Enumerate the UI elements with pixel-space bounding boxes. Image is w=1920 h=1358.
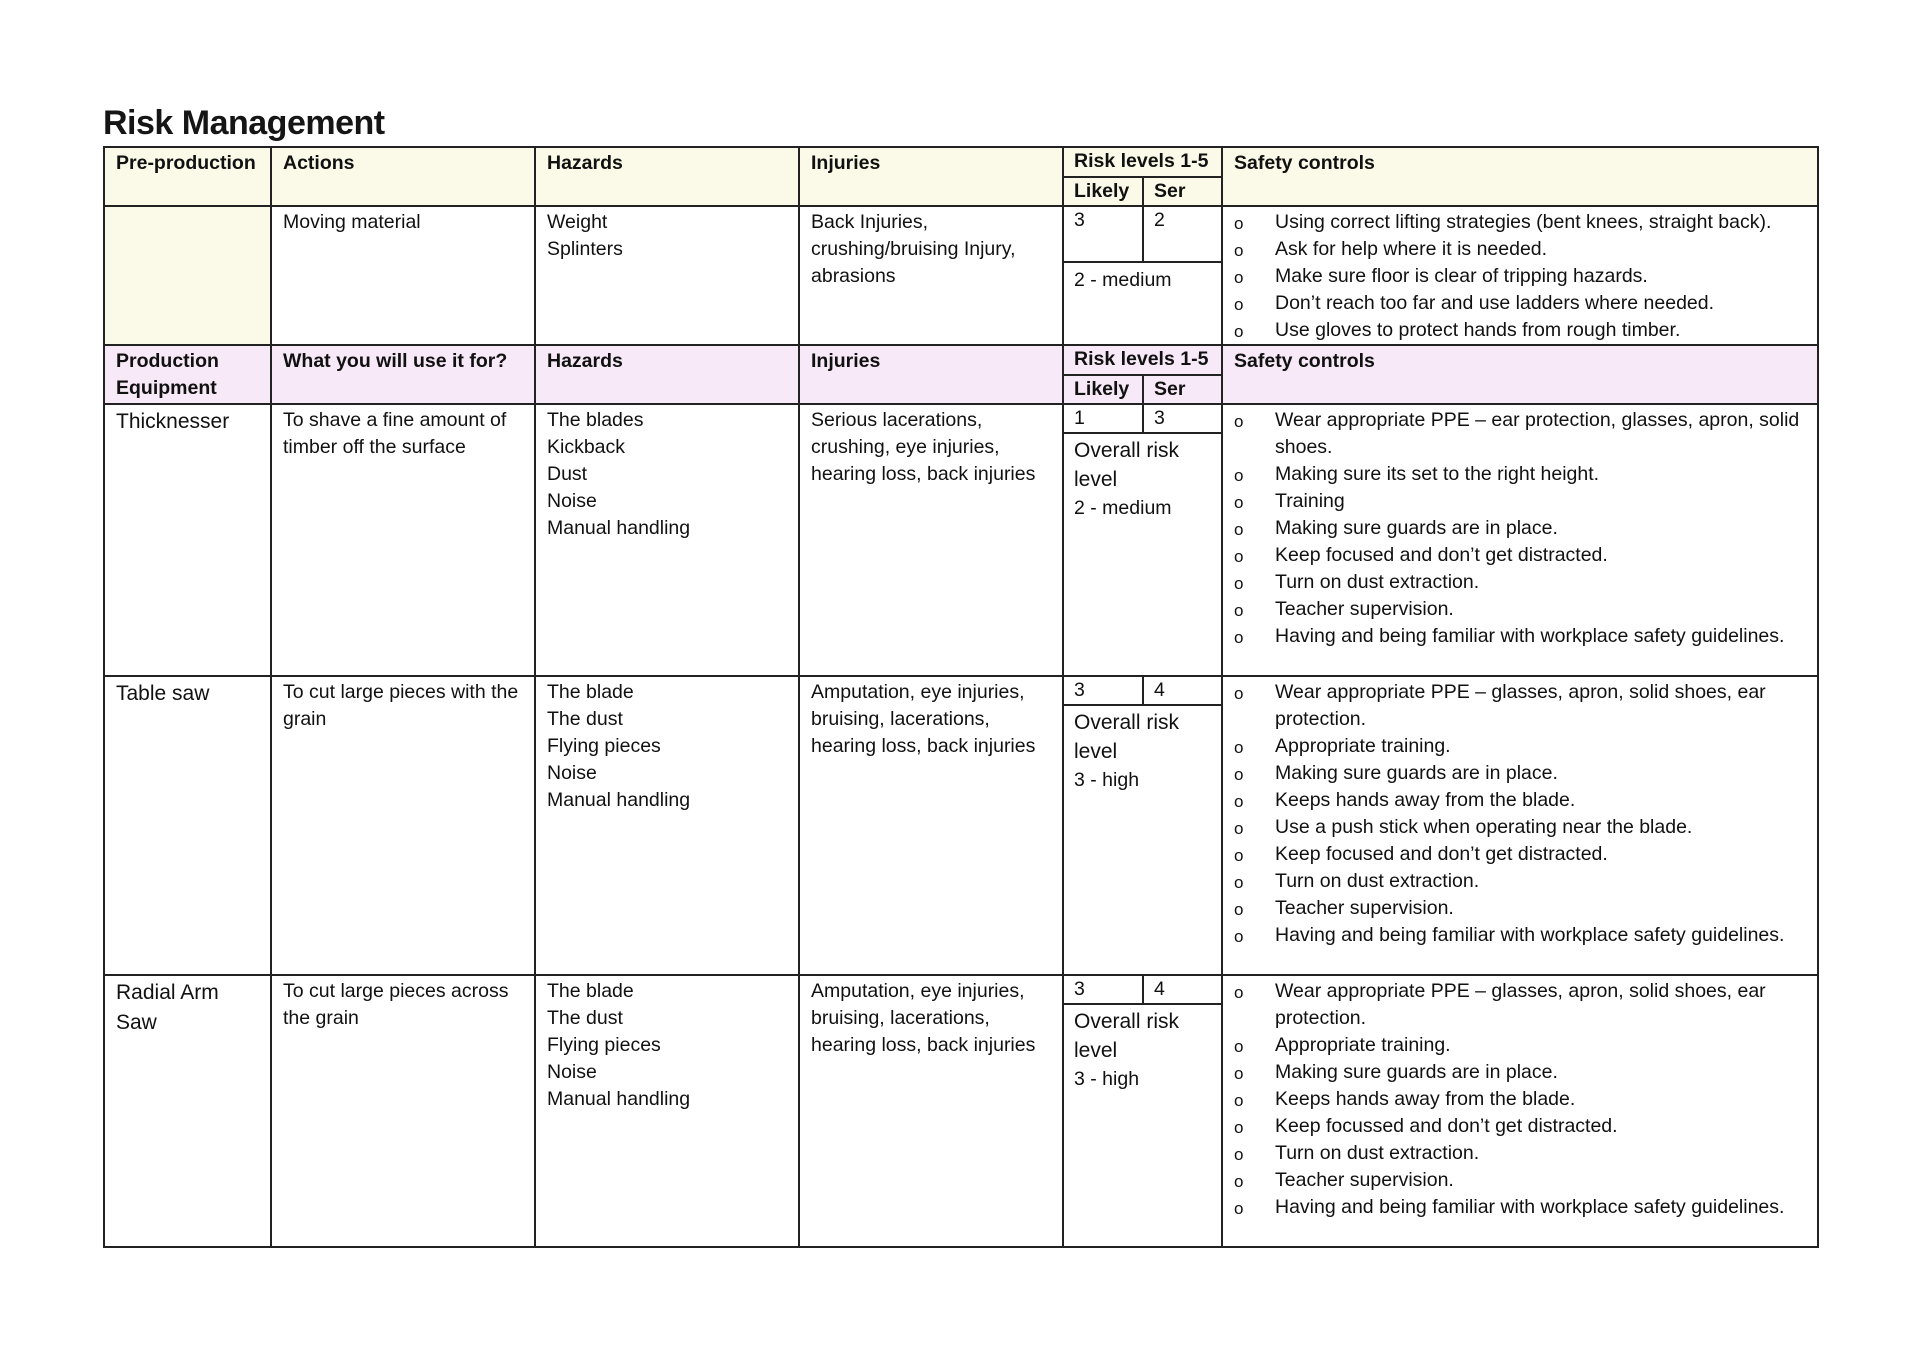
- header-ser: Ser: [1154, 180, 1186, 202]
- injuries-cell: Back Injuries, crushing/bruising Injury, abrasions: [799, 206, 1063, 345]
- header-safety-controls: Safety controls: [1222, 345, 1818, 404]
- equipment-name: Table saw: [104, 676, 271, 975]
- header-safety-controls: Safety controls: [1222, 147, 1818, 206]
- equipment-name: Radial Arm Saw: [104, 975, 271, 1247]
- control-item: o Wear appropriate PPE – ear protection, glasses, apron, solid shoes.: [1234, 407, 1807, 461]
- control-item: o Keep focused and don’t get distracted.: [1234, 841, 1807, 868]
- header-risk-levels-label: Risk levels 1-5: [1064, 148, 1221, 178]
- injuries-cell: Serious lacerations, crushing, eye injuries, hearing loss, back injuries: [799, 404, 1063, 676]
- hazard-item: Noise: [547, 1061, 597, 1083]
- control-item: o Having and being familiar with workplace safety guidelines.: [1234, 1194, 1807, 1221]
- control-item: o Don’t reach too far and use ladders where needed.: [1234, 290, 1807, 317]
- hazard-item: The dust: [547, 708, 623, 730]
- overall-risk-label: Overall risk level: [1074, 1010, 1180, 1062]
- hazard-item: The blades: [547, 409, 644, 431]
- ser-value: 4: [1154, 679, 1165, 701]
- pre-production-header-row: [104, 147, 1818, 178]
- control-item: o Teacher supervision.: [1234, 895, 1807, 922]
- header-likely: Likely: [1064, 376, 1144, 403]
- risk-level-value: 3 - high: [1074, 1068, 1140, 1090]
- use-cell: To shave a fine amount of timber off the surface: [271, 404, 535, 676]
- control-item: o Wear appropriate PPE – glasses, apron, solid shoes, ear protection.: [1234, 679, 1807, 733]
- control-item: o Having and being familiar with workplace safety guidelines.: [1234, 922, 1807, 949]
- hazard-item: Manual handling: [547, 1088, 691, 1110]
- control-item: o Use a push stick when operating near the blade.: [1234, 814, 1807, 841]
- use-cell: To cut large pieces across the grain: [271, 975, 535, 1247]
- risk-cell: [1063, 676, 1222, 975]
- hazard-item: Dust: [547, 463, 588, 485]
- overall-risk-label: Overall risk level: [1074, 711, 1180, 763]
- controls-cell: [1222, 975, 1818, 1247]
- hazard-item: The dust: [547, 1007, 623, 1029]
- control-item: o Use gloves to protect hands from rough timber.: [1234, 317, 1807, 344]
- hazards-cell: [535, 206, 799, 345]
- likely-value: 3: [1064, 207, 1144, 261]
- control-item: o Teacher supervision.: [1234, 1167, 1807, 1194]
- control-item: o Appropriate training.: [1234, 1032, 1807, 1059]
- hazard-item: Manual handling: [547, 789, 691, 811]
- risk-cell: [1063, 404, 1222, 676]
- controls-cell: [1222, 676, 1818, 975]
- header-actions: Actions: [271, 147, 535, 206]
- controls-cell: [1222, 206, 1818, 345]
- hazards-cell: [535, 975, 799, 1247]
- header-risk-levels: [1063, 345, 1222, 404]
- action-cell: Moving material: [271, 206, 535, 345]
- pre-production-item: [104, 206, 271, 345]
- injuries-cell: Amputation, eye injuries, bruising, lacerations, hearing loss, back injuries: [799, 975, 1063, 1247]
- control-item: o Appropriate training.: [1234, 733, 1807, 760]
- table-row: [104, 676, 1818, 975]
- header-ser: Ser: [1154, 378, 1186, 400]
- control-item: o Keep focussed and don’t get distracted.: [1234, 1113, 1807, 1140]
- likely-value: 3: [1064, 976, 1144, 1003]
- risk-management-table: [103, 146, 1819, 1248]
- hazard-item: Weight: [547, 211, 608, 233]
- hazard-item: The blade: [547, 681, 634, 703]
- header-injuries: Injuries: [799, 345, 1063, 404]
- control-item: o Having and being familiar with workplace safety guidelines.: [1234, 623, 1807, 650]
- use-cell: To cut large pieces with the grain: [271, 676, 535, 975]
- table-row: [104, 404, 1818, 676]
- hazard-item: Flying pieces: [547, 1034, 661, 1056]
- hazard-item: Flying pieces: [547, 735, 661, 757]
- likely-value: 1: [1064, 405, 1144, 432]
- overall-risk-label: Overall risk level: [1074, 439, 1180, 491]
- page-title: Risk Management: [103, 104, 385, 142]
- risk-cell: [1063, 975, 1222, 1247]
- control-item: o Making sure guards are in place.: [1234, 515, 1807, 542]
- control-item: o Making sure its set to the right height.: [1234, 461, 1807, 488]
- control-item: o Wear appropriate PPE – glasses, apron, solid shoes, ear protection.: [1234, 978, 1807, 1032]
- control-item: o Ask for help where it is needed.: [1234, 236, 1807, 263]
- hazard-item: The blade: [547, 980, 634, 1002]
- table-row: [104, 975, 1818, 1247]
- risk-level-value: 2 - medium: [1074, 269, 1172, 291]
- control-item: o Keeps hands away from the blade.: [1234, 787, 1807, 814]
- header-production-equipment: Production Equipment: [104, 345, 271, 404]
- ser-value: 4: [1154, 978, 1165, 1000]
- production-header-row: [104, 345, 1818, 404]
- control-item: o Turn on dust extraction.: [1234, 868, 1807, 895]
- control-item: o Turn on dust extraction.: [1234, 569, 1807, 596]
- hazard-item: Kickback: [547, 436, 626, 458]
- header-hazards: Hazards: [535, 345, 799, 404]
- ser-value: 3: [1154, 407, 1165, 429]
- control-item: o Using correct lifting strategies (bent knees, straight back).: [1234, 209, 1807, 236]
- control-item: o Keeps hands away from the blade.: [1234, 1086, 1807, 1113]
- ser-value: 2: [1154, 209, 1165, 231]
- equipment-name: Thicknesser: [104, 404, 271, 676]
- hazard-item: Noise: [547, 490, 597, 512]
- header-hazards: Hazards: [535, 147, 799, 206]
- header-injuries: Injuries: [799, 147, 1063, 206]
- header-use: What you will use it for?: [271, 345, 535, 404]
- header-likely: Likely: [1064, 178, 1144, 205]
- table-row: [104, 206, 1818, 345]
- control-item: o Turn on dust extraction.: [1234, 1140, 1807, 1167]
- header-pre-production: Pre-production: [104, 147, 271, 206]
- risk-cell: [1063, 206, 1222, 345]
- control-item: o Training: [1234, 488, 1807, 515]
- controls-cell: [1222, 404, 1818, 676]
- hazard-item: Splinters: [547, 238, 623, 260]
- hazard-item: Noise: [547, 762, 597, 784]
- control-item: o Making sure guards are in place.: [1234, 760, 1807, 787]
- control-item: o Make sure floor is clear of tripping hazards.: [1234, 263, 1807, 290]
- likely-value: 3: [1064, 677, 1144, 704]
- header-risk-levels: [1063, 147, 1222, 206]
- control-item: o Making sure guards are in place.: [1234, 1059, 1807, 1086]
- risk-level-value: 3 - high: [1074, 769, 1140, 791]
- control-item: o Keep focused and don’t get distracted.: [1234, 542, 1807, 569]
- control-item: o Teacher supervision.: [1234, 596, 1807, 623]
- hazards-cell: [535, 676, 799, 975]
- injuries-cell: Amputation, eye injuries, bruising, lacerations, hearing loss, back injuries: [799, 676, 1063, 975]
- header-risk-levels-label: Risk levels 1-5: [1064, 346, 1221, 376]
- risk-level-value: 2 - medium: [1074, 497, 1172, 519]
- hazard-item: Manual handling: [547, 517, 691, 539]
- hazards-cell: [535, 404, 799, 676]
